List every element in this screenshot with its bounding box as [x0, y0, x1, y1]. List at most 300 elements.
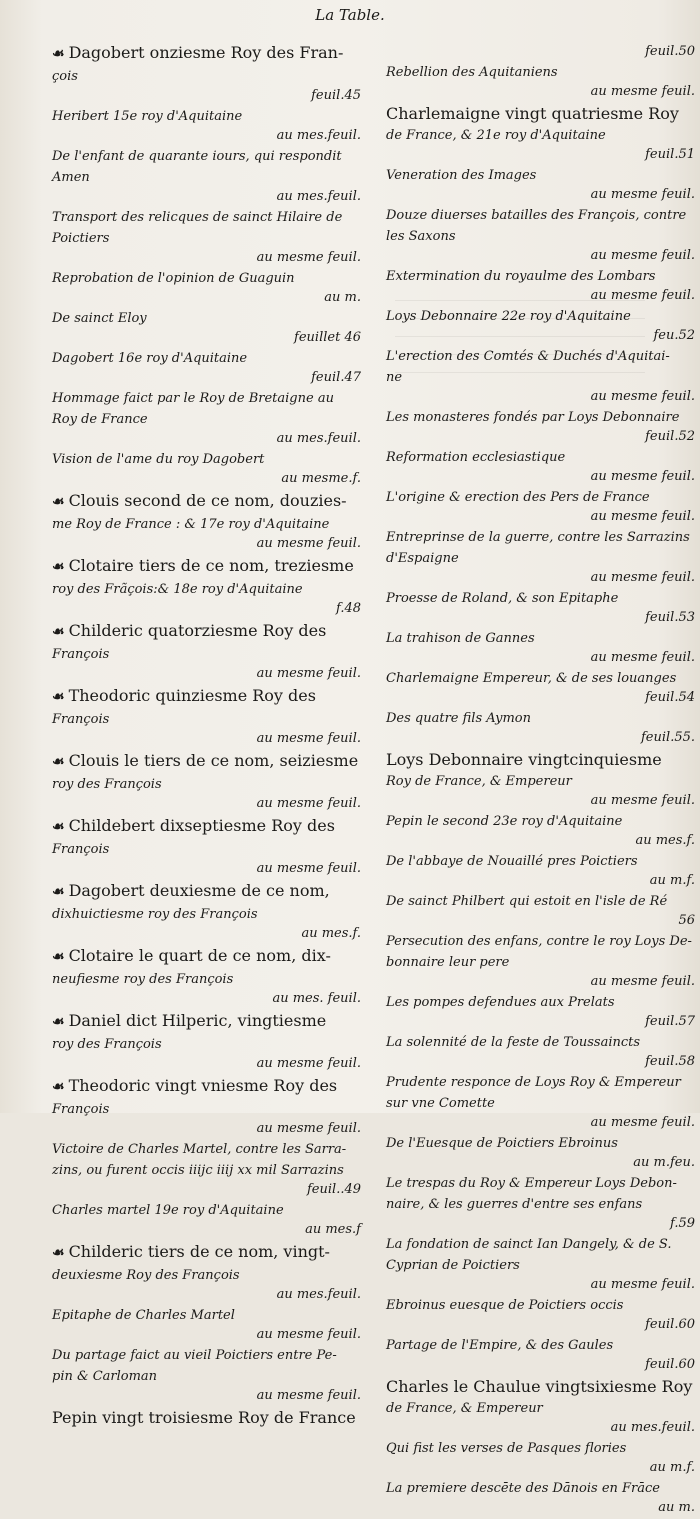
entry-title: de France, & 21e roy d'Aquitaine: [386, 128, 606, 143]
index-entry: [52, 1407, 365, 1428]
entry-title: Dagobert deuxiesme de ce nom,: [68, 881, 330, 900]
entry-text: [386, 1134, 699, 1153]
entry-title: Ebroinus euesque de Poictiers occis: [386, 1298, 624, 1313]
left-column: [52, 42, 365, 1430]
entry-text: [52, 269, 365, 288]
entry-reference: au mesme feuil.: [256, 536, 361, 551]
index-entry: [386, 749, 699, 770]
entry-reference: au mesme feuil.: [590, 84, 695, 99]
entry-reference: f.48: [335, 601, 361, 616]
entry-text: [386, 1256, 699, 1275]
index-entry: [386, 1296, 699, 1334]
entry-text: [386, 812, 699, 831]
paragraph-mark-icon: ☙: [52, 494, 65, 510]
entry-reference: au mes.f: [305, 1222, 361, 1237]
entry-title: roy des Frãçois:& 18e roy d'Aquitaine: [52, 582, 303, 597]
entry-text: [52, 1241, 365, 1264]
entry-reference: au mesme feuil.: [256, 731, 361, 746]
entry-text: [386, 1336, 699, 1355]
index-entry: [52, 269, 365, 307]
paragraph-mark-icon: ☙: [52, 1014, 65, 1030]
entry-title: Childebert dixseptiesme Roy des: [68, 816, 335, 835]
index-entry: [386, 892, 699, 930]
index-entry: [386, 1439, 699, 1477]
entry-title: Cyprian de Poictiers: [386, 1258, 520, 1273]
entry-text: [386, 408, 699, 427]
entry-text: [386, 589, 699, 608]
entry-title: Poictiers: [52, 231, 110, 246]
index-entry: [52, 490, 365, 513]
entry-text: [52, 147, 365, 166]
entry-reference: au mes.feuil.: [276, 128, 361, 143]
entry-text: [386, 1376, 699, 1397]
entry-title: L'origine & erection des Pers de France: [386, 490, 650, 505]
index-entry: [52, 410, 365, 448]
index-entry: [386, 772, 699, 810]
index-entry: [386, 448, 699, 486]
index-entry: [386, 347, 699, 366]
entry-title: Loys Debonnaire vingtcinquiesme: [386, 750, 662, 769]
entry-reference: au mesme feuil.: [590, 793, 695, 808]
entry-reference: feuil.53: [645, 610, 695, 625]
entry-title: La premiere descēte des Dānois en Frāce: [386, 1481, 660, 1496]
entry-reference: feu.52: [653, 328, 695, 343]
entry-title: Transport des relicques de sainct Hilaire de: [52, 210, 343, 225]
entry-text: [386, 1094, 699, 1113]
entry-text: [52, 1306, 365, 1325]
entry-reference: 56: [678, 913, 695, 928]
entry-title: De l'Euesque de Poictiers Ebroinus: [386, 1136, 618, 1151]
index-entry: [386, 528, 699, 547]
entry-reference: au mesme feuil.: [590, 469, 695, 484]
entry-title: La solennité de la feste de Toussaincts: [386, 1035, 641, 1050]
index-entry: [386, 549, 699, 587]
entry-text: [386, 669, 699, 688]
entry-title: d'Espaigne: [386, 551, 459, 566]
entry-reference: au mesme feuil.: [256, 1056, 361, 1071]
entry-text: [52, 945, 365, 968]
entry-reference: au mesme feuil.: [590, 248, 695, 263]
entry-title: Dagobert onziesme Roy des Fran-: [68, 43, 344, 62]
entry-title: Le trespas du Roy & Empereur Loys Debon-: [386, 1176, 677, 1191]
entry-text: [52, 410, 365, 429]
index-entry: [52, 710, 365, 748]
entry-title: De l'enfant de quarante iours, qui respondit: [52, 149, 342, 164]
index-entry: [52, 1010, 365, 1033]
index-entry: [52, 580, 365, 618]
index-entry: [52, 229, 365, 267]
entry-text: [52, 880, 365, 903]
entry-text: [386, 772, 699, 791]
index-entry: [52, 1201, 365, 1239]
index-entry: [52, 620, 365, 643]
entry-reference: au mesme feuil.: [590, 570, 695, 585]
index-entry: [52, 450, 365, 488]
entry-text: [52, 580, 365, 599]
entry-text: [52, 840, 365, 859]
entry-text: [52, 42, 365, 65]
entry-title: Clotaire tiers de ce nom, treziesme: [68, 556, 354, 575]
entry-reference: au mesme feuil.: [256, 250, 361, 265]
entry-title: Entreprinse de la guerre, contre les Sarrazins: [386, 530, 690, 545]
entry-text: [386, 488, 699, 507]
entry-text: [386, 749, 699, 770]
index-entry: [52, 880, 365, 903]
entry-title: bonnaire leur pere: [386, 955, 510, 970]
entry-text: [52, 1201, 365, 1220]
entry-title: Theodoric vingt vniesme Roy des: [68, 1076, 338, 1095]
entry-title: les Saxons: [386, 229, 456, 244]
index-entry: [52, 945, 365, 968]
entry-text: [386, 1479, 699, 1498]
entry-text: [52, 1407, 365, 1428]
index-entry: [386, 488, 699, 526]
index-entry: [386, 1073, 699, 1092]
entry-reference: au mesme feuil.: [590, 187, 695, 202]
index-entry: [52, 168, 365, 206]
entry-text: [52, 1035, 365, 1054]
index-entry: [52, 309, 365, 347]
index-entry: [386, 1399, 699, 1437]
entry-title: Charlemaigne Empereur, & de ses louanges: [386, 671, 677, 686]
entry-title: Charles le Chaulue vingtsixiesme Roy: [386, 1377, 693, 1396]
entry-text: [52, 349, 365, 368]
entry-title: Extermination du royaulme des Lombars: [386, 269, 656, 284]
index-entry: [386, 227, 699, 265]
index-entry: [386, 206, 699, 225]
index-entry: [52, 1266, 365, 1304]
entry-text: [386, 126, 699, 145]
index-entry: [52, 389, 365, 408]
index-entry: [386, 63, 699, 101]
entry-title: Qui fist les verses de Pasques flories: [386, 1441, 627, 1456]
index-entry: [386, 103, 699, 124]
index-entry: [386, 1336, 699, 1374]
entry-text: [52, 685, 365, 708]
entry-text: [52, 645, 365, 664]
entry-text: [386, 1073, 699, 1092]
entry-title: Vision de l'ame du roy Dagobert: [52, 452, 265, 467]
entry-text: [386, 709, 699, 728]
index-entry: [386, 993, 699, 1031]
entry-reference: au mesme feuil.: [256, 1388, 361, 1403]
entry-reference: au mesme feuil.: [590, 1115, 695, 1130]
entry-title: Clouis le tiers de ce nom, seiziesme: [68, 751, 359, 770]
entry-reference: au mes.feuil.: [610, 1420, 695, 1435]
entry-title: Douze diuerses batailles des François, contre: [386, 208, 687, 223]
entry-text: [52, 1266, 365, 1285]
index-entry: [386, 852, 699, 890]
entry-text: [52, 905, 365, 924]
entry-text: [52, 1346, 365, 1365]
entry-title: Rebellion des Aquitaniens: [386, 65, 558, 80]
entry-reference: feuil.45: [311, 88, 361, 103]
entry-title: Theodoric quinziesme Roy des: [68, 686, 316, 705]
entry-reference: au mesme feuil.: [590, 389, 695, 404]
index-entry: [52, 1241, 365, 1264]
entry-text: [386, 1399, 699, 1418]
entry-text: [52, 208, 365, 227]
index-entry: [386, 709, 699, 747]
entry-title: Victoire de Charles Martel, contre les Sarra-: [52, 1142, 347, 1157]
index-entry: [52, 905, 365, 943]
entry-text: [386, 1033, 699, 1052]
running-header: La Table.: [315, 6, 385, 24]
entry-text: [386, 206, 699, 225]
index-entry: [52, 970, 365, 1008]
entry-title: Pepin vingt troisiesme Roy de France: [52, 1408, 356, 1427]
entry-title: La fondation de sainct Ian Dangely, & de S.: [386, 1237, 672, 1252]
index-entry: [52, 685, 365, 708]
entry-reference: au mesme feuil.: [256, 1121, 361, 1136]
entry-title: Reformation ecclesiastique: [386, 450, 566, 465]
entry-title: Daniel dict Hilperic, vingtiesme: [68, 1011, 327, 1030]
entry-text: [52, 1010, 365, 1033]
entry-title: me Roy de France : & 17e roy d'Aquitaine: [52, 517, 330, 532]
entry-title: Heribert 15e roy d'Aquitaine: [52, 109, 243, 124]
entry-text: [52, 555, 365, 578]
entry-title: Pepin le second 23e roy d'Aquitaine: [386, 814, 623, 829]
entry-text: [386, 852, 699, 871]
index-entry: [52, 515, 365, 553]
index-entry: [386, 166, 699, 204]
entry-reference: au mesme feuil.: [256, 666, 361, 681]
entry-title: Charles martel 19e roy d'Aquitaine: [52, 1203, 284, 1218]
entry-reference: au mes.feuil.: [276, 189, 361, 204]
index-entry: [52, 1367, 365, 1405]
entry-text: [52, 750, 365, 773]
right-column: [386, 42, 699, 1519]
entry-title: Partage de l'Empire, & des Gaules: [386, 1338, 614, 1353]
entry-text: [52, 970, 365, 989]
index-entry: [386, 408, 699, 446]
entry-text: [386, 1235, 699, 1254]
entry-text: [52, 775, 365, 794]
entry-text: [52, 620, 365, 643]
paragraph-mark-icon: ☙: [52, 1245, 65, 1261]
entry-title: pin & Carloman: [52, 1369, 158, 1384]
entry-title: Dagobert 16e roy d'Aquitaine: [52, 351, 248, 366]
entry-text: [386, 347, 699, 366]
index-entry: [386, 932, 699, 951]
entry-text: [386, 63, 699, 82]
paragraph-mark-icon: ☙: [52, 689, 65, 705]
index-entry: [386, 1235, 699, 1254]
index-entry: [386, 812, 699, 850]
entry-title: Childeric quatorziesme Roy des: [68, 621, 327, 640]
entry-text: [52, 710, 365, 729]
entry-title: Childeric tiers de ce nom, vingt-: [68, 1242, 330, 1261]
entry-reference: au m.f.: [649, 1460, 695, 1475]
paragraph-mark-icon: ☙: [52, 884, 65, 900]
entry-title: Les pompes defendues aux Prelats: [386, 995, 615, 1010]
entry-title: roy des François: [52, 1037, 162, 1052]
index-entry: [52, 750, 365, 773]
entry-text: [386, 267, 699, 286]
index-entry: [52, 1035, 365, 1073]
index-entry: [386, 629, 699, 667]
entry-reference: feuil.47: [311, 370, 361, 385]
entry-reference: feuil..49: [307, 1182, 361, 1197]
entry-title: François: [52, 1102, 110, 1117]
entry-text: [52, 815, 365, 838]
paragraph-mark-icon: ☙: [52, 559, 65, 575]
entry-reference: au mesme feuil.: [590, 974, 695, 989]
entry-title: neufiesme roy des François: [52, 972, 234, 987]
entry-text: [52, 515, 365, 534]
entry-text: [52, 389, 365, 408]
entry-text: [386, 1439, 699, 1458]
entry-title: Hommage faict par le Roy de Bretaigne au: [52, 391, 334, 406]
index-entry: [52, 775, 365, 813]
entry-title: L'erection des Comtés & Duchés d'Aquitai-: [386, 349, 670, 364]
entry-title: De sainct Philbert qui estoit en l'isle de Ré: [386, 894, 668, 909]
entry-title: Clotaire le quart de ce nom, dix-: [68, 946, 331, 965]
entry-text: [52, 490, 365, 513]
entry-reference: au mesme feuil.: [590, 650, 695, 665]
paragraph-mark-icon: ☙: [52, 1079, 65, 1095]
entry-text: [386, 629, 699, 648]
entry-title: zins, ou furent occis iiijc iiij xx mil Sarrazins: [52, 1163, 344, 1178]
entry-text: [52, 67, 365, 86]
entry-title: çois: [52, 69, 78, 84]
index-entry: [52, 349, 365, 387]
entry-text: [52, 107, 365, 126]
entry-reference: au mesme feuil.: [590, 288, 695, 303]
index-entry: [52, 208, 365, 227]
index-entry: [386, 368, 699, 406]
index-entry: [386, 589, 699, 627]
index-entry: [386, 267, 699, 305]
entry-reference: au mesme feuil.: [256, 796, 361, 811]
entry-reference: f.59: [669, 1216, 695, 1231]
entry-title: Reprobation de l'opinion de Guaguin: [52, 271, 295, 286]
entry-reference: au m.f.: [649, 873, 695, 888]
entry-reference: feuil.50: [645, 44, 695, 59]
index-entry: [386, 1479, 699, 1517]
entry-text: [386, 528, 699, 547]
entry-reference: au m.: [658, 1500, 695, 1515]
index-entry: [386, 1195, 699, 1233]
entry-reference: au mes.f.: [301, 926, 361, 941]
entry-reference: au m.feu.: [633, 1155, 695, 1170]
entry-reference: au mesme feuil.: [256, 1327, 361, 1342]
index-entry: [386, 1256, 699, 1294]
entry-reference: feuil.57: [645, 1014, 695, 1029]
index-entry: [52, 840, 365, 878]
entry-text: [386, 166, 699, 185]
index-entry: [386, 669, 699, 707]
entry-text: [52, 229, 365, 248]
index-entry: [386, 126, 699, 164]
entry-title: Charlemaigne vingt quatriesme Roy: [386, 104, 679, 123]
index-entry: [52, 1100, 365, 1138]
entry-text: [52, 1140, 365, 1159]
entry-text: [386, 368, 699, 387]
entry-title: François: [52, 842, 110, 857]
entry-title: Persecution des enfans, contre le roy Loys De-: [386, 934, 692, 949]
index-entry: [52, 555, 365, 578]
entry-title: roy des François: [52, 777, 162, 792]
entry-title: ne: [386, 370, 403, 385]
entry-reference: au mes.f.: [635, 833, 695, 848]
entry-reference: feuillet 46: [294, 330, 361, 345]
entry-title: De l'abbaye de Nouaillé pres Poictiers: [386, 854, 638, 869]
entry-reference: au mesme feuil.: [256, 861, 361, 876]
entry-title: Epitaphe de Charles Martel: [52, 1308, 235, 1323]
index-entry: [52, 815, 365, 838]
entry-text: [386, 103, 699, 124]
entry-text: [52, 168, 365, 187]
entry-title: deuxiesme Roy des François: [52, 1268, 240, 1283]
index-entry: [52, 107, 365, 145]
entry-title: De sainct Eloy: [52, 311, 147, 326]
entry-text: [386, 307, 699, 326]
entry-text: [386, 448, 699, 467]
entry-text: [386, 892, 699, 911]
entry-text: [386, 1174, 699, 1193]
index-entry: [386, 1376, 699, 1397]
entry-title: Amen: [52, 170, 90, 185]
entry-title: Veneration des Images: [386, 168, 537, 183]
entry-title: Prudente responce de Loys Roy & Empereur: [386, 1075, 681, 1090]
entry-text: [52, 309, 365, 328]
entry-title: Du partage faict au vieil Poictiers entre Pe-: [52, 1348, 337, 1363]
index-entry: [52, 1140, 365, 1159]
entry-reference: au mes.feuil.: [276, 431, 361, 446]
entry-title: sur vne Comette: [386, 1096, 495, 1111]
entry-title: François: [52, 712, 110, 727]
paragraph-mark-icon: ☙: [52, 949, 65, 965]
entry-reference: feuil.54: [645, 690, 695, 705]
entry-reference: au mes.feuil.: [276, 1287, 361, 1302]
index-entry: [386, 1033, 699, 1071]
index-entry: [52, 42, 365, 65]
entry-title: de France, & Empereur: [386, 1401, 543, 1416]
entry-title: Clouis second de ce nom, douzies-: [68, 491, 347, 510]
entry-reference: feuil.58: [645, 1054, 695, 1069]
entry-text: [52, 1100, 365, 1119]
paragraph-mark-icon: ☙: [52, 819, 65, 835]
entry-text: [386, 1296, 699, 1315]
index-entry: [52, 67, 365, 105]
entry-title: naire, & les guerres d'entre ses enfans: [386, 1197, 643, 1212]
entry-text: [386, 227, 699, 246]
entry-reference: feuil.51: [645, 147, 695, 162]
index-entry: [52, 1306, 365, 1344]
paragraph-mark-icon: ☙: [52, 754, 65, 770]
entry-text: [52, 1075, 365, 1098]
entry-title: La trahison de Gannes: [386, 631, 535, 646]
index-entry: [52, 147, 365, 166]
entry-text: [386, 1195, 699, 1214]
entry-reference: feuil.52: [645, 429, 695, 444]
entry-reference: feuil.55.: [641, 730, 695, 745]
index-entry: [52, 1161, 365, 1199]
entry-reference: feuil.60: [645, 1317, 695, 1332]
entry-text: [386, 932, 699, 951]
entry-title: Roy de France, & Empereur: [386, 774, 572, 789]
entry-text: [52, 1367, 365, 1386]
entry-reference: au mesme.f.: [281, 471, 361, 486]
index-entry: [386, 1134, 699, 1172]
index-entry: [386, 1094, 699, 1132]
entry-text: [386, 993, 699, 1012]
paragraph-mark-icon: ☙: [52, 624, 65, 640]
entry-text: [52, 450, 365, 469]
entry-reference: au mesme feuil.: [590, 509, 695, 524]
entry-reference: au mesme feuil.: [590, 1277, 695, 1292]
